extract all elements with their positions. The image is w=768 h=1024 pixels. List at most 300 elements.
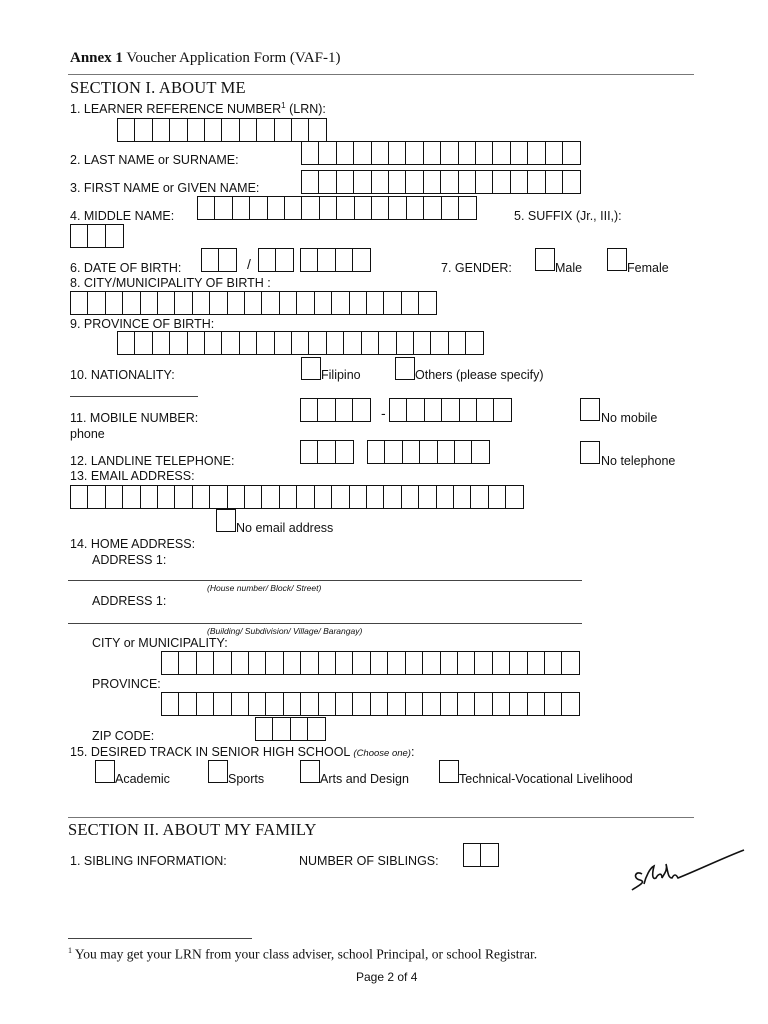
- char-box[interactable]: [214, 196, 233, 220]
- char-box[interactable]: [174, 291, 193, 315]
- char-box[interactable]: [218, 248, 237, 272]
- lrn-label: [70, 101, 326, 116]
- mobile-number-boxes[interactable]: [389, 398, 511, 422]
- track-arts-checkbox[interactable]: [300, 760, 320, 783]
- char-box[interactable]: [291, 118, 310, 142]
- city-birth-boxes[interactable]: [70, 291, 436, 315]
- char-box[interactable]: [441, 398, 460, 422]
- char-box[interactable]: [261, 485, 280, 509]
- address1a-hint: (House number/ Block/ Street): [207, 583, 322, 593]
- char-box[interactable]: [352, 692, 371, 716]
- middle-name-boxes[interactable]: [197, 196, 476, 220]
- char-box[interactable]: [300, 651, 319, 675]
- char-box[interactable]: [326, 331, 345, 355]
- char-box[interactable]: [527, 170, 546, 194]
- char-box[interactable]: [396, 331, 415, 355]
- char-box[interactable]: [562, 170, 581, 194]
- char-box[interactable]: [406, 196, 425, 220]
- address1a-label: ADDRESS 1:: [92, 553, 167, 567]
- char-box[interactable]: [389, 398, 408, 422]
- char-box[interactable]: [290, 717, 309, 741]
- email-boxes[interactable]: [70, 485, 523, 509]
- address1b-hint: (Building/ Subdivision/ Village/ Barangay): [207, 626, 363, 636]
- char-box[interactable]: [440, 170, 459, 194]
- landline-label: 12. LANDLINE TELEPHONE:: [70, 454, 235, 468]
- char-box[interactable]: [192, 485, 211, 509]
- annex-label: Annex 1: [70, 50, 123, 66]
- track-label: [70, 745, 414, 759]
- char-box[interactable]: [239, 331, 258, 355]
- char-box[interactable]: [317, 440, 336, 464]
- char-box[interactable]: [209, 485, 228, 509]
- first-name-boxes[interactable]: [301, 170, 580, 194]
- char-box[interactable]: [318, 141, 337, 165]
- char-box[interactable]: [561, 692, 580, 716]
- char-box[interactable]: [336, 170, 355, 194]
- char-box[interactable]: [527, 692, 546, 716]
- address1b-line[interactable]: [68, 623, 582, 624]
- char-box[interactable]: [544, 692, 563, 716]
- char-box[interactable]: [387, 651, 406, 675]
- char-box[interactable]: [371, 170, 390, 194]
- section-1-title: SECTION I. ABOUT ME: [70, 78, 246, 97]
- form-name: Voucher Application Form (VAF-1): [126, 50, 341, 66]
- char-box[interactable]: [134, 331, 153, 355]
- char-box[interactable]: [178, 651, 197, 675]
- province-birth-label: 9. PROVINCE OF BIRTH:: [70, 317, 215, 331]
- char-box[interactable]: [265, 651, 284, 675]
- char-box[interactable]: [122, 291, 141, 315]
- char-box[interactable]: [213, 692, 232, 716]
- char-box[interactable]: [187, 331, 206, 355]
- char-box[interactable]: [335, 440, 354, 464]
- char-box[interactable]: [488, 485, 507, 509]
- char-box[interactable]: [352, 248, 371, 272]
- header-rule: [68, 74, 694, 75]
- char-box[interactable]: [459, 398, 478, 422]
- char-box[interactable]: [405, 651, 424, 675]
- char-box[interactable]: [441, 196, 460, 220]
- char-box[interactable]: [454, 440, 473, 464]
- char-box[interactable]: [300, 440, 319, 464]
- char-box[interactable]: [371, 141, 390, 165]
- char-box[interactable]: [227, 291, 246, 315]
- char-box[interactable]: [140, 485, 159, 509]
- char-box[interactable]: [352, 651, 371, 675]
- char-box[interactable]: [318, 170, 337, 194]
- char-box[interactable]: [527, 651, 546, 675]
- nationality-others-label: Others (please specify): [415, 368, 544, 382]
- char-box[interactable]: [274, 118, 293, 142]
- char-box[interactable]: [117, 331, 136, 355]
- char-box[interactable]: [405, 692, 424, 716]
- char-box[interactable]: [213, 651, 232, 675]
- char-box[interactable]: [331, 485, 350, 509]
- footnote-rule: [68, 938, 252, 939]
- gender-female-checkbox[interactable]: [607, 248, 627, 271]
- char-box[interactable]: [227, 485, 246, 509]
- char-box[interactable]: [300, 248, 319, 272]
- char-box[interactable]: [301, 196, 320, 220]
- char-box[interactable]: [474, 692, 493, 716]
- char-box[interactable]: [169, 331, 188, 355]
- siblings-count-label: NUMBER OF SIBLINGS:: [299, 854, 439, 868]
- char-box[interactable]: [335, 651, 354, 675]
- no-telephone-checkbox[interactable]: [580, 441, 600, 464]
- char-box[interactable]: [308, 118, 327, 142]
- char-box[interactable]: [471, 440, 490, 464]
- char-box[interactable]: [317, 398, 336, 422]
- no-mobile-label: No mobile: [601, 411, 658, 425]
- mobile-prefix-boxes[interactable]: [300, 398, 370, 422]
- char-box[interactable]: [255, 717, 274, 741]
- char-box[interactable]: [244, 291, 263, 315]
- province-boxes[interactable]: [161, 692, 579, 716]
- char-box[interactable]: [352, 398, 371, 422]
- char-box[interactable]: [378, 331, 397, 355]
- char-box[interactable]: [161, 692, 180, 716]
- char-box[interactable]: [422, 651, 441, 675]
- page-number: Page 2 of 4: [356, 970, 418, 984]
- mobile-label-wrap: phone: [70, 427, 105, 441]
- char-box[interactable]: [458, 196, 477, 220]
- suffix-boxes[interactable]: [70, 224, 122, 248]
- nationality-label: 10. NATIONALITY:: [70, 368, 175, 382]
- char-box[interactable]: [480, 843, 499, 867]
- char-box[interactable]: [492, 141, 511, 165]
- char-box[interactable]: [204, 118, 223, 142]
- char-box[interactable]: [383, 485, 402, 509]
- char-box[interactable]: [475, 170, 494, 194]
- char-box[interactable]: [562, 141, 581, 165]
- last-name-boxes[interactable]: [301, 141, 580, 165]
- home-address-label: 14. HOME ADDRESS:: [70, 537, 196, 551]
- siblings-count-boxes[interactable]: [463, 843, 498, 867]
- char-box[interactable]: [458, 170, 477, 194]
- char-box[interactable]: [492, 651, 511, 675]
- char-box[interactable]: [405, 170, 424, 194]
- char-box[interactable]: [300, 692, 319, 716]
- char-box[interactable]: [279, 291, 298, 315]
- lrn-boxes[interactable]: [117, 118, 326, 142]
- track-arts-label: Arts and Design: [320, 772, 409, 786]
- char-box[interactable]: [437, 440, 456, 464]
- char-box[interactable]: [239, 118, 258, 142]
- char-box[interactable]: [105, 224, 124, 248]
- char-box[interactable]: [388, 170, 407, 194]
- char-box[interactable]: [197, 196, 216, 220]
- province-birth-boxes[interactable]: [117, 331, 483, 355]
- char-box[interactable]: [349, 291, 368, 315]
- char-box[interactable]: [384, 440, 403, 464]
- char-box[interactable]: [267, 196, 286, 220]
- char-box[interactable]: [561, 651, 580, 675]
- char-box[interactable]: [440, 651, 459, 675]
- char-box[interactable]: [406, 398, 425, 422]
- char-box[interactable]: [336, 196, 355, 220]
- gender-label: 7. GENDER:: [441, 261, 512, 275]
- char-box[interactable]: [248, 692, 267, 716]
- char-box[interactable]: [470, 485, 489, 509]
- char-box[interactable]: [301, 141, 320, 165]
- track-techvoc-label: Technical-Vocational Livelihood: [459, 772, 633, 786]
- char-box[interactable]: [413, 331, 432, 355]
- char-box[interactable]: [87, 224, 106, 248]
- section-2-rule: [68, 817, 694, 818]
- char-box[interactable]: [192, 291, 211, 315]
- no-telephone-label: No telephone: [601, 454, 676, 468]
- address1a-line[interactable]: [68, 580, 582, 581]
- char-box[interactable]: [174, 485, 193, 509]
- char-box[interactable]: [366, 291, 385, 315]
- char-box[interactable]: [204, 331, 223, 355]
- char-box[interactable]: [105, 485, 124, 509]
- char-box[interactable]: [296, 485, 315, 509]
- char-box[interactable]: [423, 141, 442, 165]
- city-boxes[interactable]: [161, 651, 579, 675]
- char-box[interactable]: [318, 651, 337, 675]
- char-box[interactable]: [453, 485, 472, 509]
- char-box[interactable]: [244, 485, 263, 509]
- char-box[interactable]: [353, 170, 372, 194]
- char-box[interactable]: [335, 398, 354, 422]
- dob-month-boxes[interactable]: [201, 248, 236, 272]
- char-box[interactable]: [545, 170, 564, 194]
- char-box[interactable]: [272, 717, 291, 741]
- char-box[interactable]: [134, 118, 153, 142]
- char-box[interactable]: [140, 291, 159, 315]
- char-box[interactable]: [300, 398, 319, 422]
- suffix-label: 5. SUFFIX (Jr., III,):: [514, 209, 622, 223]
- char-box[interactable]: [418, 291, 437, 315]
- footnote: [68, 946, 537, 963]
- track-academic-label: Academic: [115, 772, 170, 786]
- char-box[interactable]: [248, 651, 267, 675]
- char-box[interactable]: [440, 141, 459, 165]
- char-box[interactable]: [232, 196, 251, 220]
- char-box[interactable]: [401, 485, 420, 509]
- char-box[interactable]: [465, 331, 484, 355]
- char-box[interactable]: [335, 692, 354, 716]
- no-mobile-checkbox[interactable]: [580, 398, 600, 421]
- track-sports-checkbox[interactable]: [208, 760, 228, 783]
- char-box[interactable]: [402, 440, 421, 464]
- section-2-title: SECTION II. ABOUT MY FAMILY: [68, 820, 317, 839]
- char-box[interactable]: [387, 692, 406, 716]
- char-box[interactable]: [457, 651, 476, 675]
- char-box[interactable]: [383, 291, 402, 315]
- gender-male-checkbox[interactable]: [535, 248, 555, 271]
- track-label-text: 15. DESIRED TRACK IN SENIOR HIGH SCHOOL: [70, 745, 350, 759]
- char-box[interactable]: [314, 291, 333, 315]
- char-box[interactable]: [161, 651, 180, 675]
- zip-boxes[interactable]: [255, 717, 325, 741]
- char-box[interactable]: [301, 170, 320, 194]
- last-name-label: 2. LAST NAME or SURNAME:: [70, 153, 239, 167]
- dob-day-boxes[interactable]: [258, 248, 293, 272]
- char-box[interactable]: [317, 248, 336, 272]
- char-box[interactable]: [366, 485, 385, 509]
- char-box[interactable]: [463, 843, 482, 867]
- char-box[interactable]: [157, 291, 176, 315]
- char-box[interactable]: [209, 291, 228, 315]
- char-box[interactable]: [370, 651, 389, 675]
- nationality-filipino-label: Filipino: [321, 368, 361, 382]
- middle-name-label: 4. MIDDLE NAME:: [70, 209, 175, 223]
- char-box[interactable]: [291, 331, 310, 355]
- char-box[interactable]: [527, 141, 546, 165]
- char-box[interactable]: [283, 692, 302, 716]
- char-box[interactable]: [509, 692, 528, 716]
- email-label: 13. EMAIL ADDRESS:: [70, 469, 195, 483]
- char-box[interactable]: [275, 248, 294, 272]
- zip-label: ZIP CODE:: [92, 729, 155, 743]
- char-box[interactable]: [117, 118, 136, 142]
- char-box[interactable]: [475, 141, 494, 165]
- track-hint: (Choose one): [353, 748, 411, 759]
- char-box[interactable]: [423, 170, 442, 194]
- dob-label: 6. DATE OF BIRTH:: [70, 261, 182, 275]
- mobile-label: 11. MOBILE NUMBER:: [70, 411, 199, 425]
- char-box[interactable]: [256, 118, 275, 142]
- gender-female-label: Female: [627, 261, 669, 275]
- char-box[interactable]: [436, 485, 455, 509]
- char-box[interactable]: [261, 291, 280, 315]
- char-box[interactable]: [336, 141, 355, 165]
- char-box[interactable]: [201, 248, 220, 272]
- char-box[interactable]: [405, 141, 424, 165]
- char-box[interactable]: [256, 331, 275, 355]
- nationality-others-checkbox[interactable]: [395, 357, 415, 380]
- char-box[interactable]: [296, 291, 315, 315]
- char-box[interactable]: [424, 398, 443, 422]
- landline-number-boxes[interactable]: [367, 440, 489, 464]
- char-box[interactable]: [231, 692, 250, 716]
- char-box[interactable]: [196, 651, 215, 675]
- char-box[interactable]: [331, 291, 350, 315]
- char-box[interactable]: [283, 651, 302, 675]
- char-box[interactable]: [284, 196, 303, 220]
- char-box[interactable]: [343, 331, 362, 355]
- char-box[interactable]: [196, 692, 215, 716]
- track-academic-checkbox[interactable]: [95, 760, 115, 783]
- char-box[interactable]: [122, 485, 141, 509]
- gender-male-label: Male: [555, 261, 583, 275]
- char-box[interactable]: [440, 692, 459, 716]
- char-box[interactable]: [448, 331, 467, 355]
- char-box[interactable]: [319, 196, 338, 220]
- track-sports-label: Sports: [228, 772, 265, 786]
- char-box[interactable]: [314, 485, 333, 509]
- track-colon: :: [410, 745, 415, 759]
- char-box[interactable]: [510, 170, 529, 194]
- char-box[interactable]: [430, 331, 449, 355]
- char-box[interactable]: [258, 248, 277, 272]
- first-name-label: 3. FIRST NAME or GIVEN NAME:: [70, 181, 260, 195]
- nationality-specify-line[interactable]: [70, 396, 198, 397]
- char-box[interactable]: [474, 651, 493, 675]
- footnote-text: You may get your LRN from your class adviser, school Principal, or school Registrar.: [74, 946, 538, 962]
- char-box[interactable]: [493, 398, 512, 422]
- char-box[interactable]: [70, 224, 89, 248]
- no-email-checkbox[interactable]: [216, 509, 236, 532]
- char-box[interactable]: [353, 141, 372, 165]
- char-box[interactable]: [335, 248, 354, 272]
- char-box[interactable]: [401, 291, 420, 315]
- char-box[interactable]: [152, 118, 171, 142]
- char-box[interactable]: [367, 440, 386, 464]
- char-box[interactable]: [418, 485, 437, 509]
- char-box[interactable]: [70, 485, 89, 509]
- char-box[interactable]: [157, 485, 176, 509]
- char-box[interactable]: [105, 291, 124, 315]
- char-box[interactable]: [458, 141, 477, 165]
- char-box[interactable]: [265, 692, 284, 716]
- char-box[interactable]: [545, 141, 564, 165]
- char-box[interactable]: [187, 118, 206, 142]
- char-box[interactable]: [509, 651, 528, 675]
- char-box[interactable]: [169, 118, 188, 142]
- char-box[interactable]: [231, 651, 250, 675]
- char-box[interactable]: [476, 398, 495, 422]
- footnote-mark: 1: [68, 946, 72, 955]
- nationality-filipino-checkbox[interactable]: [301, 357, 321, 380]
- footnote-ref: 1: [281, 101, 286, 110]
- char-box[interactable]: [371, 196, 390, 220]
- char-box[interactable]: [505, 485, 524, 509]
- char-box[interactable]: [388, 141, 407, 165]
- sibling-info-label: 1. SIBLING INFORMATION:: [70, 854, 227, 868]
- char-box[interactable]: [388, 196, 407, 220]
- char-box[interactable]: [87, 291, 106, 315]
- char-box[interactable]: [361, 331, 380, 355]
- province-label: PROVINCE:: [92, 677, 161, 691]
- char-box[interactable]: [354, 196, 373, 220]
- char-box[interactable]: [544, 651, 563, 675]
- char-box[interactable]: [221, 331, 240, 355]
- char-box[interactable]: [370, 692, 389, 716]
- char-box[interactable]: [349, 485, 368, 509]
- city-label: CITY or MUNICIPALITY:: [92, 636, 228, 650]
- char-box[interactable]: [318, 692, 337, 716]
- dob-year-boxes[interactable]: [300, 248, 370, 272]
- char-box[interactable]: [492, 692, 511, 716]
- char-box[interactable]: [422, 692, 441, 716]
- char-box[interactable]: [87, 485, 106, 509]
- char-box[interactable]: [70, 291, 89, 315]
- char-box[interactable]: [423, 196, 442, 220]
- no-email-label: No email address: [236, 521, 334, 535]
- char-box[interactable]: [274, 331, 293, 355]
- landline-area-boxes[interactable]: [300, 440, 352, 464]
- char-box[interactable]: [308, 331, 327, 355]
- track-techvoc-checkbox[interactable]: [439, 760, 459, 783]
- char-box[interactable]: [419, 440, 438, 464]
- lrn-label-text: 1. LEARNER REFERENCE NUMBER: [70, 102, 282, 117]
- char-box[interactable]: [249, 196, 268, 220]
- char-box[interactable]: [152, 331, 171, 355]
- char-box[interactable]: [510, 141, 529, 165]
- handwritten-initials: [628, 848, 748, 896]
- lrn-label-tail: (LRN):: [285, 102, 326, 117]
- char-box[interactable]: [221, 118, 240, 142]
- char-box[interactable]: [492, 170, 511, 194]
- mobile-separator: -: [381, 405, 386, 421]
- char-box[interactable]: [457, 692, 476, 716]
- char-box[interactable]: [279, 485, 298, 509]
- char-box[interactable]: [307, 717, 326, 741]
- char-box[interactable]: [178, 692, 197, 716]
